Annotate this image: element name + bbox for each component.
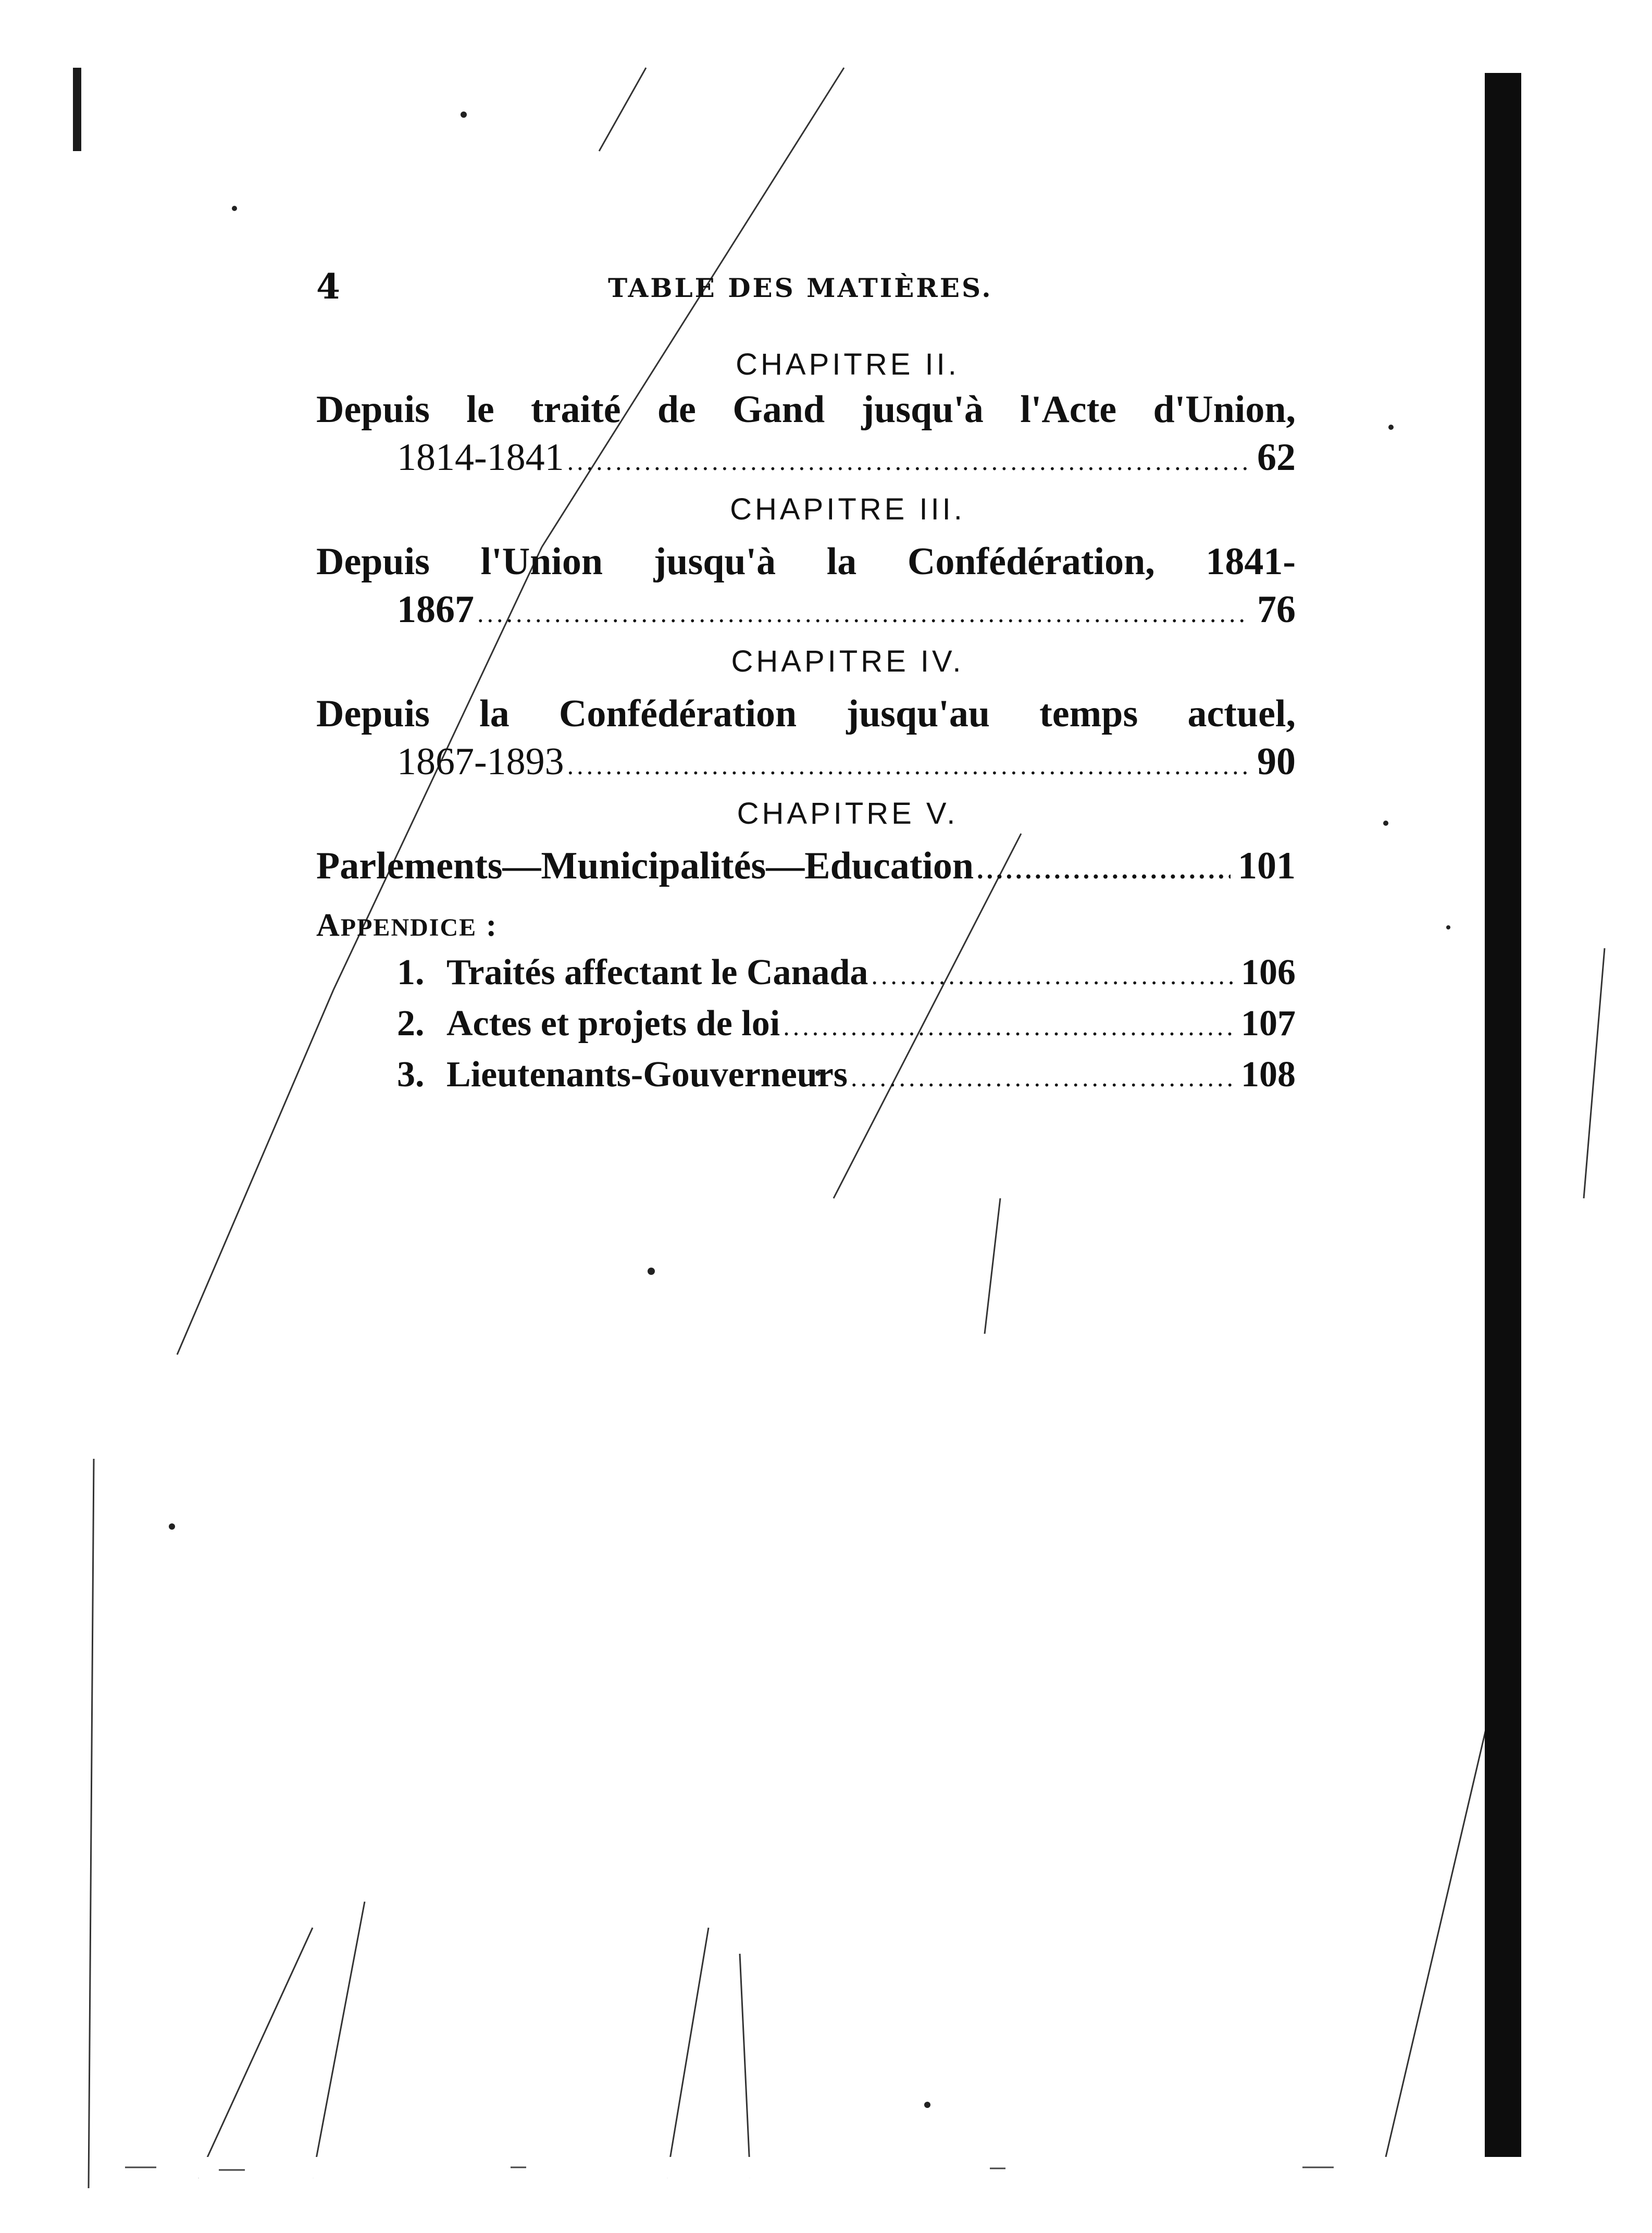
speck xyxy=(169,1523,175,1530)
appendix-entry-title: Actes et projets de loi xyxy=(446,1003,780,1044)
appendix-entry[interactable] xyxy=(316,998,1296,1049)
speck xyxy=(1388,425,1394,430)
entry-title: Depuis l'Union jusqu'à la Confédération, 1841- xyxy=(316,540,1296,583)
toc-entry[interactable] xyxy=(316,386,1296,481)
scratch-line xyxy=(198,1928,313,2178)
scan-left-edge-mark xyxy=(73,68,81,151)
appendix-entry-number: 1. xyxy=(397,952,425,993)
dot-leader xyxy=(851,1052,1234,1103)
chapter-heading: CHAPITRE III. xyxy=(730,492,965,526)
entry-page-number: 76 xyxy=(1257,588,1296,631)
appendix-heading-rest: PPENDICE xyxy=(340,914,477,941)
entry-title-continued: 1867 xyxy=(397,588,474,631)
scratch-line xyxy=(313,1902,365,2178)
bottom-noise xyxy=(120,2157,1485,2178)
appendix-entry-number: 2. xyxy=(397,1003,425,1044)
entry-title: Depuis la Confédération jusqu'au temps actuel, xyxy=(316,692,1296,735)
entry-title: Depuis le traité de Gand jusqu'à l'Acte d'Union, xyxy=(316,388,1296,431)
entry-page-number: 101 xyxy=(1238,845,1296,887)
entry-title-continued: 1814-1841 xyxy=(397,436,564,479)
scratch-line xyxy=(89,1459,94,2188)
scratch-line xyxy=(1386,1667,1500,2157)
entry-page-number: 62 xyxy=(1257,436,1296,479)
appendix-heading-colon: : xyxy=(477,908,498,943)
appendix-entry-number: 3. xyxy=(397,1055,425,1095)
page-number: 4 xyxy=(316,266,340,307)
entry-title-continued: 1867-1893 xyxy=(397,740,564,783)
appendix-entry-page: 107 xyxy=(1241,1003,1296,1044)
appendix-heading-initial: A xyxy=(316,908,341,943)
appendix-entry[interactable] xyxy=(316,1049,1296,1100)
speck xyxy=(1446,925,1450,929)
speck xyxy=(648,1268,655,1275)
scan-edge-shadow xyxy=(1485,73,1521,2157)
dot-leader xyxy=(783,1001,1234,1052)
toc-entry[interactable] xyxy=(316,690,1296,786)
dot-leader xyxy=(567,437,1250,485)
dot-leader xyxy=(977,846,1231,894)
scratch-line xyxy=(985,1198,1000,1334)
speck xyxy=(924,2102,930,2108)
chapter-heading: CHAPITRE V. xyxy=(737,797,959,830)
appendix-entry-page: 108 xyxy=(1241,1055,1296,1095)
entry-page-number: 90 xyxy=(1257,740,1296,783)
appendix-entry[interactable] xyxy=(316,947,1296,998)
dot-leader xyxy=(871,950,1234,1001)
scratch-line xyxy=(599,68,646,151)
appendix-entry-page: 106 xyxy=(1241,952,1296,993)
toc-entry[interactable] xyxy=(316,538,1296,634)
appendix-entry-title: Traités affectant le Canada xyxy=(446,952,868,993)
running-title: TABLE DES MATIÈRES. xyxy=(608,272,993,303)
speck xyxy=(1383,821,1388,826)
dot-leader xyxy=(477,589,1250,637)
dot-leader xyxy=(567,741,1250,789)
table-of-contents xyxy=(316,344,1296,1100)
scratch-line xyxy=(177,990,333,1355)
scratch-line xyxy=(740,1954,750,2178)
chapter-heading: CHAPITRE II. xyxy=(736,348,960,381)
chapter-heading: CHAPITRE IV. xyxy=(731,644,964,678)
speck xyxy=(232,206,237,211)
scratch-line xyxy=(1584,948,1605,1198)
entry-title: Parlements—Municipalités—Education xyxy=(316,845,974,887)
toc-entry[interactable] xyxy=(316,842,1296,890)
appendix-entry-title: Lieutenants-Gouverneurs xyxy=(446,1055,848,1095)
appendix-heading xyxy=(316,903,1296,947)
speck xyxy=(461,111,467,118)
scratch-line xyxy=(667,1928,709,2178)
page-header xyxy=(316,266,1296,307)
